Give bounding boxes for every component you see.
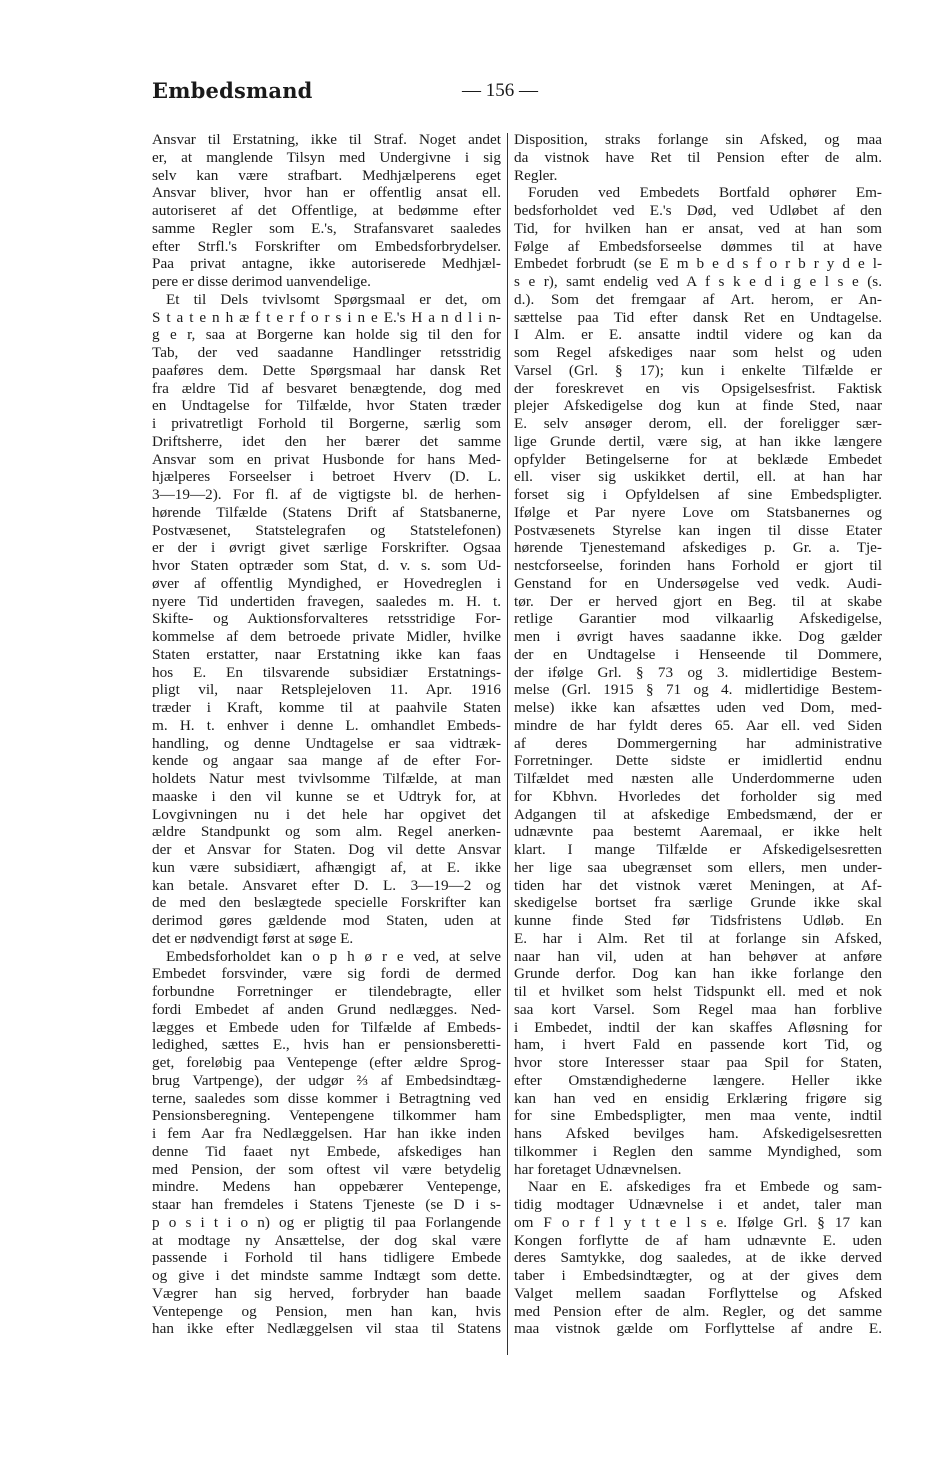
text-line: tilkommer i Reglen den samme Myndighed, som [514, 1142, 882, 1160]
text-line: Tilfældet med næsten alle Underdommerne uden [514, 770, 882, 787]
text-line: hvor Staten optræder som Stat, d. v. s. som Ud- [152, 557, 501, 574]
text-column-right [514, 131, 882, 1338]
text-line: Embedet forbrudt (se E m b e d s f o r b r y d e l- [514, 255, 882, 273]
text-line: Kongen forflytte de af ham udnævnte E. uden [514, 1231, 882, 1249]
text-line: naar han vil, uden at han behøver at anføre [514, 947, 882, 965]
text-line: og give i det mindste samme Indtægt som dette. [152, 1267, 501, 1284]
text-line: skedigelse bortset fra særlige Grunde ikke skal [514, 894, 882, 912]
text-line: Regler. [514, 166, 558, 184]
text-line: Ansvar bliver, hvor han er offentlig ansat ell. [152, 184, 501, 202]
text-line: Staten erstatter, naar Erstatning ikke kan faas [152, 645, 501, 663]
text-line: p o s i t i o n) og er pligtig til paa Forlangende [152, 1213, 501, 1231]
text-line: Pensionsberegning. Ventepengene tilkommer ham [152, 1107, 501, 1125]
text-line: passende i Forhold til hans tidligere Embede [152, 1249, 501, 1267]
text-line: om F o r f l y t t e l s e. Ifølge Grl. § 17 kan [514, 1213, 882, 1231]
text-line: det er nødvendigt først at søge E. [152, 929, 354, 947]
text-line: denne Tid faaet nyt Embede, afskediges han [152, 1142, 501, 1160]
text-line: Lovgivningen nu i det hele har opgivet det [152, 805, 501, 823]
text-line: Postvæsenets Styrelse kan ingen til disse Etater [514, 521, 882, 539]
text-line: med Pension efter de alm. Regler, og det samme [514, 1302, 882, 1320]
text-line: bedsforholdet ved E.'s Død, ved Udløbet af den [514, 202, 882, 219]
text-line: holdets Natur mest tvivlsomme Tilfælde, at man [152, 770, 501, 787]
paragraph [152, 948, 501, 1339]
text-line: kunne finde Sted før Tidsfristens Udløb. En [514, 912, 882, 929]
text-line: men i øvrigt haves saadanne ikke. Dog gælder [514, 628, 882, 645]
text-line: Forretninger. Dette sidste er imidlertid endnu [514, 752, 882, 770]
text-line: ham, i hvert Fald en passende kort Tid, og [514, 1036, 882, 1054]
text-line: Embedet forsvinder, være sig fordi de dermed [152, 965, 501, 983]
column-divider [507, 133, 508, 1355]
text-line: en Undtagelse for Tilfælde, hvor Staten træder [152, 397, 501, 415]
text-line: Tid, for hvilken han er ansat, ved at han som [514, 219, 882, 237]
text-line: Et til Dels tvivlsomt Spørgsmaal er det, om [166, 290, 501, 308]
text-line: hørende Tilfælde (Statens Drift af Statsbanerne, [152, 503, 501, 521]
text-line: Disposition, straks forlange sin Afsked, og maa [514, 131, 882, 148]
text-line: Ventepenge og Pension, men han kan, hvis [152, 1302, 501, 1320]
text-line: der et Ansvar for Staten. Dog vil dette Ansvar [152, 841, 501, 858]
text-line: de med den beslægtede specielle Forskrifter kan [152, 894, 501, 912]
text-line: Ifølge et Par nyere Love om Statsbanernes og [514, 503, 882, 521]
text-line: maaske i den vil kunne se et Udtryk for, at [152, 787, 501, 805]
paragraph [514, 1178, 882, 1338]
text-line: get, foreløbig paa Ventepenge (efter ældre Sprog- [152, 1054, 501, 1071]
page-number: — 156 — [462, 80, 538, 101]
text-line: forbundne Forretninger er tilendebragte, eller [152, 983, 501, 1000]
text-line: i fem Aar fra Nedlæggelsen. Har han ikke inden [152, 1125, 501, 1142]
text-line: Driftsherre, idet den her bærer det samme [152, 432, 501, 450]
text-line: Skifte- og Auktionsforvalteres retsstridige For- [152, 610, 501, 628]
text-line: her lige saa ubegrænset som ellers, men under- [514, 858, 882, 876]
text-line: selv kan være strafbart. Medhjælperens eget [152, 166, 501, 184]
text-line: retlige Garantier mod vilkaarlig Afskedigelse, [514, 610, 882, 628]
text-line: Varsel (Grl. § 17); kun i enkelte Tilfælde er [514, 361, 882, 379]
text-line: s e r), samt endelig ved A f s k e d i g e l s e (s. [514, 273, 882, 290]
text-line: Vægrer han sig herved, forbryder han baade [152, 1284, 501, 1302]
text-line: hvor store Interesser staar paa Spil for Staten, [514, 1054, 882, 1071]
text-line: kan han ved en ensidig Erklæring frigøre sig [514, 1089, 882, 1107]
text-line: derimod gøres gældende mod Staten, uden at [152, 912, 501, 929]
text-line: efter Strfl.'s Forskrifter om Embedsforbrydelser. [152, 237, 501, 255]
text-line: ældre Standpunkt og som alm. Regel anerken- [152, 823, 501, 841]
text-line: har foretaget Udnævnelsen. [514, 1160, 682, 1178]
text-line: maa vistnok gælde om Forflyttelse af andre E. [514, 1320, 882, 1338]
text-line: ledighed, sættes E., hvis han er pensionsberetti- [152, 1036, 501, 1054]
paragraph [514, 184, 882, 1178]
text-line: Paa privat antagne, ikke autoriserede Medhjæl- [152, 255, 501, 273]
text-line: klart. I mange Tilfælde er Afskedigelsesretten [514, 841, 882, 858]
text-line: I Alm. er E. ansatte indtil videre og kan da [514, 326, 882, 344]
text-line: hjælperes Forseelser i betroet Hverv (D. L. [152, 468, 501, 486]
text-line: melse (Grl. 1915 § 71 og 4. midlertidige Bestem- [514, 681, 882, 699]
text-line: hos E. En tilsvarende subsidiær Erstatnings- [152, 663, 501, 681]
text-line: kommelse af dem betroede private Midler, hvilke [152, 628, 501, 645]
text-line: ell. viser sig uskikket dertil, ell. at han har [514, 468, 882, 486]
text-line: i Embedet, indtil der kan skaffes Afløsning for [514, 1018, 882, 1036]
text-line: deres Samtykke, dog saaledes, at de ikke derved [514, 1249, 882, 1267]
paragraph [152, 131, 501, 291]
text-line: fra ældre Tid af besvaret benægtende, dog med [152, 379, 501, 397]
text-line: til et hvilket som helst Tidspunkt ell. med et nok [514, 983, 882, 1000]
text-line: med Pension, der som oftest vil være betydelig [152, 1160, 501, 1178]
text-line: autoriseret af det Offentlige, at bedømme efter [152, 202, 501, 219]
text-line: at modtage ny Ansættelse, der dog skal være [152, 1231, 501, 1249]
text-line: pere er disse derimod uanvendelige. [152, 273, 371, 290]
text-line: d.). Som det fremgaar af Art. herom, er An- [514, 290, 882, 308]
text-line: saa kort Varsel. Som Regel maa han forblive [514, 1000, 882, 1018]
text-line: S t a t e n h æ f t e r f o r s i n e E.'s H a n d l i n- [152, 308, 501, 326]
text-line: af deres Dommergerning har administrative [514, 734, 882, 752]
text-line: tiden har det vistnok været Meningen, at Af- [514, 876, 882, 894]
text-line: sættelse paa Tid efter dansk Ret en Undtagelse. [514, 308, 882, 326]
text-line: taber i Embedsindtægter, og at der gives dem [514, 1267, 882, 1284]
text-line: hans Afsked bevilges ham. Afskedigelsesretten [514, 1125, 882, 1142]
text-line: Naar en E. afskediges fra et Embede og sam- [528, 1178, 882, 1196]
text-line: forset sig i Opfyldelsen af sine Embedspligter. [514, 486, 882, 503]
paragraph [152, 291, 501, 948]
text-line: mindre de har fyldt deres 65. Aar ell. ved Siden [514, 716, 882, 734]
text-line: der ifølge Grl. § 73 og 3. midlertidige Bestem- [514, 663, 882, 681]
text-line: der en Undtagelse i Henseende til Dommere, [514, 645, 882, 663]
text-line: nestcforseelse, forinden hans Forhold er gjort til [514, 557, 882, 574]
text-line: Genstand for en Undersøgelse ved vedk. Audi- [514, 574, 882, 592]
text-line: Ansvar som en privat Husbonde for hans Med- [152, 450, 501, 468]
text-line: fordi Embedet af anden Grund nedlægges. Ned- [152, 1000, 501, 1018]
text-line: E. selv ansøger derom, ell. der foreligger sær- [514, 415, 882, 432]
text-line: som Regel afskediges naar som helst og uden [514, 344, 882, 361]
text-line: mindre. Medens han oppebærer Ventepenge, [152, 1178, 501, 1196]
text-line: tør. Der er herved gjort en Beg. til at skabe [514, 592, 882, 610]
text-line: nyere Tid undertiden fravegen, saaledes m. H. t. [152, 592, 501, 610]
text-line: for sine Embedspligter, men maa vente, indtil [514, 1107, 882, 1125]
text-line: han ikke efter Nedlæggelsen vil staa til Statens [152, 1320, 501, 1338]
text-line: efter Omstændighederne længere. Heller ikke [514, 1071, 882, 1089]
text-line: kan betale. Ansvaret efter D. L. 3—19—2 og [152, 876, 501, 894]
text-column-left [152, 131, 501, 1338]
text-line: handling, og denne Undtagelse er saa vidtræk- [152, 734, 501, 752]
text-line: Følge af Embedsforseelse dømmes til at have [514, 237, 882, 255]
text-line: Postvæsenet, Statstelegrafen og Statstelefonen) [152, 521, 501, 539]
text-line: der foreskrevet en vis Opsigelsesfrist. Faktisk [514, 379, 882, 397]
text-line: lige Grunde dertil, være sig, at han ikke længere [514, 432, 882, 450]
text-line: hørende Tjenestemand afskediges p. Gr. a. Tje- [514, 539, 882, 557]
text-line: plejer Afskedigelse dog kun at finde Sted, naar [514, 397, 882, 415]
text-line: øver af offentlig Myndighed, er Hovedreglen i [152, 574, 501, 592]
text-line: Embedsforholdet kan o p h ø r e ved, at selve [166, 947, 501, 965]
text-line: kende og angaar saa mange af de efter For- [152, 752, 501, 770]
text-line: træder i Kraft, komme til at paahvile Staten [152, 699, 501, 716]
text-line: Foruden ved Embedets Bortfald ophører Em- [528, 184, 882, 202]
text-line: tidig modtager Udnævnelse i et andet, taler man [514, 1196, 882, 1213]
text-line: brug Vartpenge), der udgør ⅔ af Embedsindtæg- [152, 1071, 501, 1089]
text-line: for Kbhvn. Hvorledes det forholder sig med [514, 787, 882, 805]
text-line: 3—19—2). For fl. af de vigtigste bl. de herhen- [152, 486, 501, 503]
text-line: staar han fremdeles i Statens Tjeneste (se D i s- [152, 1196, 501, 1213]
text-line: m. H. t. enhver i denne L. omhandlet Embeds- [152, 716, 501, 734]
text-line: lægges et Embede uden for Tilfælde af Embeds- [152, 1018, 501, 1036]
text-line: Valget mellem saadan Forflyttelse og Afsked [514, 1284, 882, 1302]
text-line: kun være subsidiært, afhængigt af, at E. ikke [152, 858, 501, 876]
text-line: Tab, der ved saadanne Handlinger retsstridig [152, 344, 501, 361]
text-line: udnævnte paa bestemt Aaremaal, er ikke helt [514, 823, 882, 841]
text-line: samme Regler som E.'s, Strafansvaret saaledes [152, 219, 501, 237]
text-line: er der i øvrigt givet særlige Forskrifter. Ogsaa [152, 539, 501, 557]
text-line: Grunde derfor. Dog kan han ikke forlange den [514, 965, 882, 983]
text-line: E. har i Alm. Ret til at forlange sin Afsked, [514, 929, 882, 947]
page-running-title: Embedsmand [152, 78, 313, 103]
text-line: g e r, saa at Borgerne kan holde sig til den for [152, 326, 501, 344]
text-line: pligt vil, naar Retsplejeloven 11. Apr. 1916 [152, 681, 501, 699]
text-line: Adgangen til at afskedige Embedsmænd, der er [514, 805, 882, 823]
text-line: da vistnok have Ret til Pension efter de alm. [514, 148, 882, 166]
text-line: paaføres dem. Dette Spørgsmaal har dansk Ret [152, 361, 501, 379]
paragraph [514, 131, 882, 184]
text-line: melse) ikke kan afsættes uden ved Dom, med- [514, 699, 882, 716]
text-line: i privatretligt Forhold til Borgerne, særlig som [152, 415, 501, 432]
text-line: er, at manglende Tilsyn med Undergivne i sig [152, 148, 501, 166]
text-line: Ansvar til Erstatning, ikke til Straf. Noget andet [152, 131, 501, 148]
text-line: terne, saaledes som disse kommer i Betragtning ved [152, 1089, 501, 1107]
text-line: opfylder Betingelserne for at beklæde Embedet [514, 450, 882, 468]
